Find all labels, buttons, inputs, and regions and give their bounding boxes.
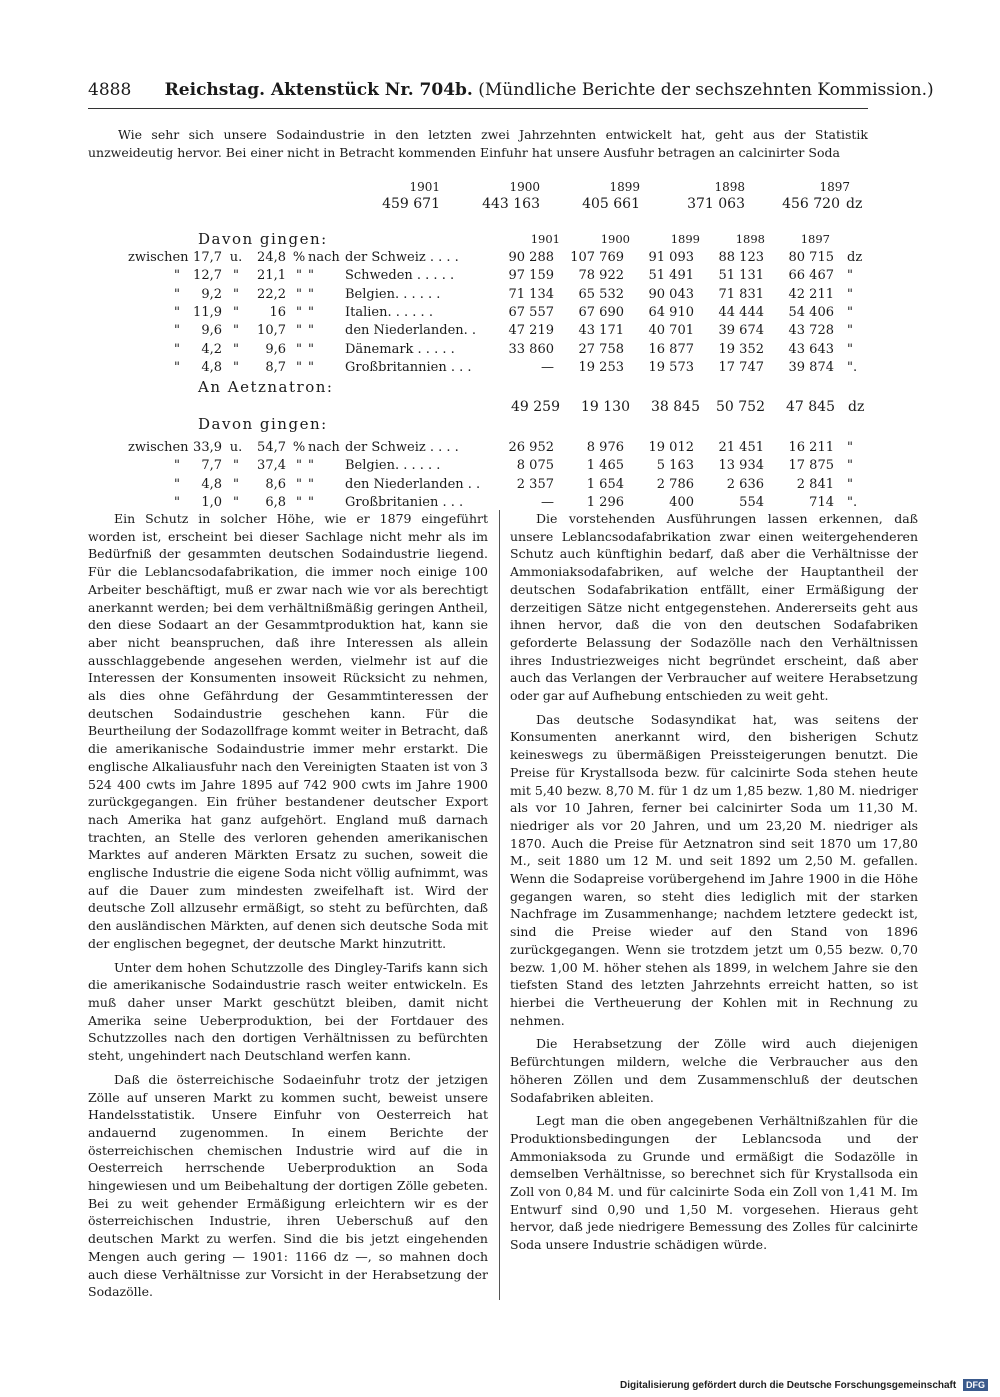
row-value: 26 952 (508, 440, 554, 455)
body-paragraph: Ein Schutz in solcher Höhe, wie er 1879 eingeführt worden ist, erscheint bei dieser Sachlage nicht mehr als im Bedürfniß der gesammten deutschen Sodaindustrie liegend. Für die Leblancsodafabrikation, die immer noch einige 100 Arbeiter beschäftigt, muß er zwar nach wie vor als berechtigt anerkannt werden; bei dem verhältnißmäßig geringen Antheil, den diese Sodaart an der Gesammtproduktion hat, kann sie aber nicht beanspruchen, daß ihre Interessen als allein ausschlaggebende angesehen werden, vielmehr ist auf die Interessen der Konsumenten insoweit Rücksicht zu nehmen, als dies ohne Gefährdung der Gesammtinteressen der deutschen Sodaindustrie geschehen kann. Für die Beurtheilung der Sodazollfrage kommt weiter in Betracht, daß die amerikanische Sodaindustrie immer mehr erstarkt. Die englische Alkaliausfuhr nach den Vereinigten Staaten ist von 3 524 400 cwts im Jahre 1895 auf 742 900 cwts im Jahre 1900 zurückgegangen. Ein früher bestandener deutscher Export nach Amerika hat ganz aufgehört. England muß darnach trachten, an Stelle des verloren gehenden amerikanischen Marktes auf anderen Märkten Ersatz zu suchen, soweit die englische Industrie die eigene Soda nicht völlig aufnimmt, was auf die Dauer zum mindesten zweifelhaft ist. Wird der deutsche Zoll allzusehr ermäßigt, so steht zu befürchten, daß den ausländischen Märkten, auf denen sich deutsche Soda mit der englischen begegnet, der deutsche Markt hinzutritt. (88, 511, 488, 951)
column-divider (499, 510, 500, 1300)
intro-paragraph (88, 126, 868, 162)
row-tail: " (847, 323, 853, 339)
row-low: 33,9 (193, 440, 222, 455)
row-pct: " (296, 458, 302, 474)
row-value: 16 211 (788, 440, 834, 455)
row-dest: Großbritannien . . . (345, 359, 472, 375)
page-header (88, 80, 934, 100)
row-value: 400 (669, 494, 694, 510)
row-low: 4,8 (201, 476, 222, 492)
row-prefix: " (174, 494, 180, 510)
body-paragraph: Die vorstehenden Ausführungen lassen erkennen, daß unsere Leblancsodafabrikation zwar einen weitergehenderen Schutz auch künftighin bedarf, daß aber die Verhältnisse der Ammoniaksodafabriken, auf welche der Hauptantheil der deutschen Sodafabrikation entfällt, einer Ermäßigung der derzeitigen Sätze nicht entgegenstehen. Andererseits geht aus ihnen hervor, daß die von den deutschen Sodafabriken geforderte Belassung der Sodazölle nach den Verhältnissen ihres Industriezweiges nicht begründet erscheint, daß aber auch das Verlangen der Verbraucher auf weitere Herabsetzung oder gar auf Aufhebung entschieden zu weit geht. (510, 511, 918, 704)
body-paragraph: Legt man die oben angegebenen Verhältnißzahlen für die Produktionsbedingungen der Leblancsoda und der Ammoniaksoda zu Grunde und ermäßigt die Sodazölle in demselben Verhältnisse, so berechnet sich für Krystallsoda ein Zoll von 0,84 M. und für calcinirte Soda ein Zoll von 1,41 M. Im Entwurf sind 0,90 und 1,50 M. vorgesehen. Hieraus geht hervor, daß jede niedrigere Bemessung des Zolles für calcinirte Soda unsere Industrie schädigen würde. (510, 1113, 918, 1253)
row-value: 33 860 (508, 341, 554, 357)
table-row (0, 268, 1000, 286)
row-value: 43 643 (788, 341, 834, 357)
row-u: " (233, 476, 239, 492)
row-high: 16 (269, 304, 286, 320)
row-tail: ". (847, 494, 858, 510)
row-nach: nach (308, 250, 340, 265)
row-tail: " (847, 458, 853, 474)
row-high: 21,1 (257, 268, 286, 284)
row-value: 66 467 (788, 268, 834, 284)
body-paragraph: Die Herabsetzung der Zölle wird auch diejenigen Befürchtungen mildern, welche die Verbraucher aus den höheren Zöllen und dem Zusammenschluß der deutschen Sodafabriken ableiten. (510, 1036, 918, 1105)
row-low: 4,2 (201, 341, 222, 357)
row-nach: " (308, 476, 314, 492)
row-pct: % (292, 250, 306, 265)
row-value: 17 747 (718, 359, 764, 375)
row-value: 90 288 (508, 250, 554, 265)
row-dest: der Schweiz . . . . (345, 250, 459, 265)
row-high: 54,7 (257, 440, 286, 455)
row-value: 2 841 (796, 476, 834, 492)
row-u: " (233, 268, 239, 284)
row-nach: " (308, 494, 314, 510)
row-value: 714 (809, 494, 834, 510)
table-row (0, 305, 1000, 323)
table-row (0, 360, 1000, 378)
row-value: 51 491 (648, 268, 694, 284)
row-low: 12,7 (193, 268, 222, 284)
row-pct: " (296, 268, 302, 284)
row-nach: " (308, 268, 314, 284)
header-rule (88, 108, 868, 109)
row-value: 78 922 (578, 268, 624, 284)
row-u: u. (229, 440, 243, 455)
row-value: 2 786 (656, 476, 694, 492)
row-tail: " (847, 304, 853, 320)
row-value: 19 012 (648, 440, 694, 455)
row-value: 1 465 (586, 458, 624, 474)
row-prefix: " (174, 341, 180, 357)
totals-value: 443 163 (482, 196, 540, 212)
row-value: 19 253 (578, 359, 624, 375)
soda-year: 1901 (530, 232, 560, 246)
natron-davon-label: Davon gingen: (198, 415, 328, 433)
row-value: 90 043 (648, 286, 694, 302)
row-low: 11,9 (193, 304, 222, 320)
row-value: — (541, 359, 554, 375)
row-value: 19 352 (718, 341, 764, 357)
row-value: 51 131 (718, 268, 764, 284)
totals-year: 1899 (609, 180, 640, 194)
table-row (0, 440, 1000, 458)
header-subtitle: (Mündliche Berichte der sechszehnten Kommission.) (478, 80, 934, 100)
row-pct: " (296, 359, 302, 375)
totals-year: 1898 (714, 180, 745, 194)
row-high: 6,8 (265, 494, 286, 510)
row-value: 64 910 (648, 304, 694, 320)
natron-total: 38 845 (651, 399, 700, 415)
row-value: 39 874 (788, 359, 834, 375)
row-tail: " (847, 341, 853, 357)
table-row (0, 342, 1000, 360)
row-pct: " (296, 476, 302, 492)
row-value: 13 934 (718, 458, 764, 474)
row-low: 4,8 (201, 359, 222, 375)
row-value: 47 219 (508, 323, 554, 339)
row-value: 8 976 (586, 440, 624, 455)
soda-year: 1897 (800, 232, 830, 246)
row-value: 19 573 (648, 359, 694, 375)
row-value: 42 211 (788, 286, 834, 302)
row-pct: " (296, 494, 302, 510)
row-high: 22,2 (257, 286, 286, 302)
row-dest: den Niederlanden. . (345, 323, 477, 339)
row-value: 67 557 (508, 304, 554, 320)
row-nach: " (308, 304, 314, 320)
row-value: 43 171 (578, 323, 624, 339)
row-value: 40 701 (648, 323, 694, 339)
row-u: " (233, 323, 239, 339)
row-low: 9,2 (201, 286, 222, 302)
row-nach: nach (308, 440, 340, 455)
totals-unit: dz (846, 196, 863, 212)
totals-year: 1900 (509, 180, 540, 194)
row-nach: " (308, 286, 314, 302)
row-value: 17 875 (788, 458, 834, 474)
totals-value: 405 661 (582, 196, 640, 212)
row-pct: " (296, 323, 302, 339)
body-paragraph: Unter dem hohen Schutzzolle des Dingley-Tarifs kann sich die amerikanische Sodaindustrie rasch weiter entwickeln. Es muß daher unser Markt geschützt bleiben, damit nicht Amerika seine Ueberproduktion, bei der Fortdauer des Schutzzolles nach den dortigen Verhältnissen zu befürchten steht, ungehindert nach Deutschland werfen kann. (88, 959, 488, 1064)
row-value: 1 654 (586, 476, 624, 492)
row-high: 10,7 (257, 323, 286, 339)
row-dest: Italien. . . . . . (345, 304, 433, 320)
row-value: 88 123 (718, 250, 764, 265)
left-text-column (88, 510, 488, 1307)
row-prefix: " (174, 359, 180, 375)
row-low: 7,7 (201, 458, 222, 474)
row-dest: Belgien. . . . . . (345, 286, 441, 302)
row-u: " (233, 359, 239, 375)
row-tail: " (847, 286, 853, 302)
row-u: " (233, 304, 239, 320)
totals-value: 456 720 (782, 196, 840, 212)
right-text-column (510, 510, 918, 1260)
row-value: 2 357 (516, 476, 554, 492)
row-low: 1,0 (201, 494, 222, 510)
row-dest: Belgien. . . . . . (345, 458, 441, 474)
row-value: 27 758 (578, 341, 624, 357)
row-high: 37,4 (257, 458, 286, 474)
row-tail: " (847, 440, 853, 455)
row-value: 2 636 (726, 476, 764, 492)
row-value: — (541, 494, 554, 510)
soda-year: 1900 (600, 232, 630, 246)
row-pct: " (296, 341, 302, 357)
row-nach: " (308, 323, 314, 339)
row-pct: " (296, 286, 302, 302)
soda-davon-label: Davon gingen: (198, 230, 328, 248)
table-row (0, 287, 1000, 305)
row-dest: Großbritanien . . . (345, 494, 464, 510)
row-value: 80 715 (788, 250, 834, 265)
natron-total: 49 259 (511, 399, 560, 415)
row-prefix: zwischen (128, 250, 189, 265)
row-value: 71 134 (508, 286, 554, 302)
totals-year: 1901 (409, 180, 440, 194)
row-value: 1 296 (586, 494, 624, 510)
row-nach: " (308, 341, 314, 357)
row-dest: Dänemark . . . . . (345, 341, 455, 357)
row-value: 8 075 (516, 458, 554, 474)
body-paragraph: Das deutsche Sodasyndikat hat, was seitens der Konsumenten anerkannt wird, den bisherigen Schutz keineswegs zu übermäßigen Preissteigerungen benutzt. Die Preise für Krystallsoda bezw. für calcinirte Soda stehen heute mit 5,40 bezw. 8,70 M. für 1 dz um 1,85 bezw. 1,80 M. niedriger als vor 10 Jahren, ferner bei calcinirter Soda um 11,30 M. niedriger als vor 20 Jahren, und um 23,20 M. niedriger als 1870. Auch die Preise für Aetznatron sind seit 1870 um 17,80 M., seit 1880 um 12 M. und seit 1892 um 2,50 M. gefallen. Wenn die Sodapreise vorübergehend im Jahre 1900 in die Höhe gegangen waren, so steht dies lediglich mit der starken Nachfrage im Zusammenhange; nachdem letztere gedeckt ist, sind die Preise wieder auf den Stand von 1896 zurückgegangen. Wenn sie trotzdem jetzt um 0,55 bezw. 0,70 bezw. 1,00 M. höher stehen als 1899, in welchem Jahre sie den tiefsten Stand des letzten Jahrzehnts erreicht hatten, so ist hierbei die Vertheuerung der Kohlen mit in Rechnung zu nehmen. (510, 711, 918, 1028)
row-value: 71 831 (718, 286, 764, 302)
row-tail: " (847, 268, 853, 284)
row-nach: " (308, 458, 314, 474)
natron-unit: dz (848, 399, 865, 415)
row-u: " (233, 494, 239, 510)
page-number: 4888 (88, 80, 132, 100)
row-value: 21 451 (718, 440, 764, 455)
soda-year: 1899 (670, 232, 700, 246)
row-tail: dz (847, 250, 863, 265)
digitization-footer (620, 1379, 988, 1391)
row-low: 17,7 (193, 250, 222, 265)
natron-heading: An Aetznatron: (198, 378, 334, 396)
dfg-logo: DFG (963, 1379, 988, 1391)
row-tail: ". (847, 359, 858, 375)
row-u: " (233, 341, 239, 357)
row-value: 54 406 (788, 304, 834, 320)
row-value: 43 728 (788, 323, 834, 339)
row-prefix: " (174, 323, 180, 339)
row-high: 8,6 (265, 476, 286, 492)
row-value: 5 163 (656, 458, 694, 474)
row-value: 39 674 (718, 323, 764, 339)
natron-total: 50 752 (716, 399, 765, 415)
natron-total: 47 845 (786, 399, 835, 415)
row-prefix: " (174, 304, 180, 320)
row-high: 9,6 (265, 341, 286, 357)
table-row (0, 323, 1000, 341)
row-value: 67 690 (578, 304, 624, 320)
footer-text: Digitalisierung gefördert durch die Deutsche Forschungsgemeinschaft (620, 1380, 957, 1391)
totals-year: 1897 (819, 180, 850, 194)
row-value: 65 532 (578, 286, 624, 302)
row-value: 16 877 (648, 341, 694, 357)
row-prefix: " (174, 286, 180, 302)
table-row (0, 477, 1000, 495)
row-value: 107 769 (570, 250, 624, 265)
row-value: 91 093 (648, 250, 694, 265)
row-tail: " (847, 476, 853, 492)
row-prefix: " (174, 268, 180, 284)
intro-text: Wie sehr sich unsere Sodaindustrie in den letzten zwei Jahrzehnten entwickelt hat, geht aus der Statistik unzweideutig hervor. Bei einer nicht in Betracht kommenden Einfuhr hat unsere Ausfuhr betragen an calcinirter Soda (88, 127, 868, 160)
natron-total: 19 130 (581, 399, 630, 415)
row-dest: den Niederlanden . . (345, 476, 481, 492)
body-paragraph: Daß die österreichische Sodaeinfuhr trotz der jetzigen Zölle auf unseren Markt zu kommen sucht, beweist unsere Handelsstatistik. Unsere Einfuhr von Oesterreich hat andauernd zugenommen. In einem Berichte der österreichischen chemischen Industrie wird auf die in Oesterreich herrschende Ueberproduktion an Soda hingewiesen und um Beibehaltung der dortigen Zölle gebeten. Bei zu weit gehender Ermäßigung erleichtern wir es der österreichischen Industrie, ihren Ueberschuß auf den deutschen Markt zu werfen. Sind die bis jetzt eingehenden Mengen auch gering — 1901: 1166 dz —, so mahnen doch auch diese Verhältnisse zur Vorsicht in der Herabsetzung der Sodazölle. (88, 1071, 488, 1300)
soda-year: 1898 (735, 232, 765, 246)
row-prefix: " (174, 458, 180, 474)
row-pct: " (296, 304, 302, 320)
row-high: 8,7 (265, 359, 286, 375)
header-title: Reichstag. Aktenstück Nr. 704b. (164, 80, 473, 100)
table-row (0, 250, 1000, 268)
row-value: 44 444 (718, 304, 764, 320)
totals-value: 371 063 (687, 196, 745, 212)
table-row (0, 458, 1000, 476)
row-dest: Schweden . . . . . (345, 268, 455, 284)
row-nach: " (308, 359, 314, 375)
row-prefix: zwischen (128, 440, 189, 455)
row-value: 97 159 (508, 268, 554, 284)
row-u: " (233, 286, 239, 302)
row-prefix: " (174, 476, 180, 492)
row-low: 9,6 (201, 323, 222, 339)
row-dest: der Schweiz . . . . (345, 440, 459, 455)
row-u: " (233, 458, 239, 474)
row-u: u. (229, 250, 243, 265)
row-pct: % (292, 440, 306, 455)
row-value: 554 (739, 494, 764, 510)
totals-value: 459 671 (382, 196, 440, 212)
row-high: 24,8 (257, 250, 286, 265)
